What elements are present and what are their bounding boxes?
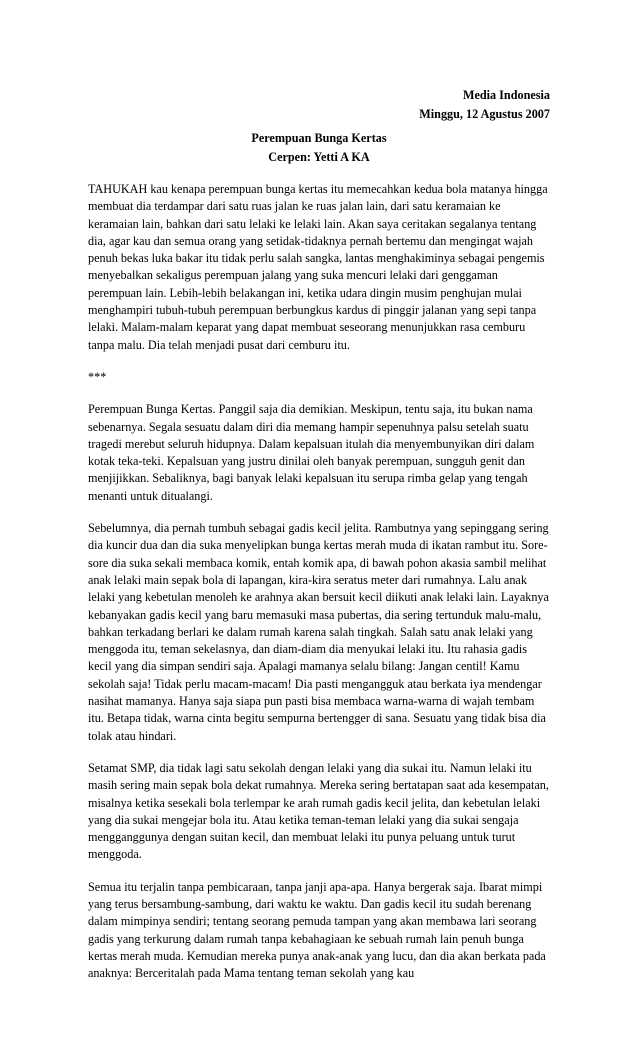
publication-name: Media Indonesia bbox=[462, 88, 550, 102]
paragraph-1: TAHUKAH kau kenapa perempuan bunga kertas itu memecahkan kedua bola matanya hingga membuat dia terdampar dari satu ruas jalan ke ruas jalan lain, dari satu keramaian ke keramaian lain, bahkan dari satu lelaki ke lelaki lain. Akan saya ceritakan segalanya tentang dia, agar kau dan semua orang yang setidak-tidaknya pernah bertemu dan mengingat wajah penuh bekas luka bakar itu tidak perlu salah sangka, lantas menghakiminya sebagai pengemis menyebalkan sekaligus perempuan jalang yang suka mencuri lelaki dari genggaman perempuan lain. Lebih-lebih belakangan ini, ketika udara dingin musim penghujan mulai menghampiri tubuh-tubuh perempuan berbungkus kardus di pinggir jalanan yang sepi tanpa lelaki. Malam-malam keparat yang dapat membuat seseorang menunjukkan rasa cemburu tanpa malu. Dia telah menjadi pusat dari cemburu itu. bbox=[88, 182, 548, 352]
section-separator: *** bbox=[88, 369, 107, 384]
publication-date: Minggu, 12 Agustus 2007 bbox=[419, 107, 550, 121]
masthead bbox=[88, 86, 550, 124]
story-body bbox=[88, 181, 550, 982]
story-heading bbox=[88, 129, 550, 167]
paragraph-4: Setamat SMP, dia tidak lagi satu sekolah dengan lelaki yang dia sukai itu. Namun lelaki itu masih sering main sepak bola dekat rumahnya. Mereka sering bertatapan saat ada kesempatan, misalnya ketika sesekali bola terlempar ke arah rumah gadis kecil jelita, dan kebetulan lelaki yang dia sukai mengejar bola itu. Atau ketika teman-teman lelaki yang dia sukai sengaja mengganggunya dengan suitan kecil, dan membuat lelaki itu punya peluang untuk turut menggoda. bbox=[88, 760, 549, 862]
paragraph-2: Perempuan Bunga Kertas. Panggil saja dia demikian. Meskipun, tentu saja, itu bukan nama sebenarnya. Segala sesuatu dalam diri dia memang hampir sepenuhnya palsu setelah suatu tragedi merebut seluruh hidupnya. Dalam kepalsuan itulah dia menyembunyikan diri dalam kotak teka-teki. Kepalsuan yang justru dinilai oleh banyak perempuan, sungguh genit dan menjijikkan. Sebaliknya, bagi banyak lelaki kepalsuan itu serupa rimba gelap yang tengah menanti untuk ditualangi. bbox=[88, 402, 535, 503]
paragraph-5: Semua itu terjalin tanpa pembicaraan, tanpa janji apa-apa. Hanya bergerak saja. Ibarat mimpi yang terus bersambung-sambung, dari waktu ke waktu. Dan gadis kecil itu sudah berenang dalam mimpinya sendiri; tentang seorang pemuda tampan yang akan membawa lari seorang gadis yang terkurung dalam rumah tanpa kebahagiaan ke sebuah rumah lain penuh bunga kertas merah muda. Kemudian mereka punya anak-anak yang lucu, dan dia akan berkata pada anaknya: Berceritalah pada Mama tentang teman sekolah yang kau bbox=[88, 879, 546, 981]
paragraph-3: Sebelumnya, dia pernah tumbuh sebagai gadis kecil jelita. Rambutnya yang sepinggang sering dia kuncir dua dan dia suka menyelipkan bunga kertas merah muda di ikatan rambut itu. Sore-sore dia suka sekali membaca komik, entah komik apa, di bawah pohon akasia sambil melihat anak lelaki main sepak bola di lapangan, kira-kira seratus meter dari rumahnya. Lalu anak lelaki yang kebetulan menoleh ke arahnya akan bersuit kecil diikuti anak lelaki lain. Layaknya kebanyakan gadis kecil yang baru memasuki masa pubertas, dia sering tertunduk malu-malu, bahkan terkadang berlari ke dalam rumah karena salah tingkah. Salah satu anak lelaki yang menggoda itu, teman sekelasnya, dan diam-diam dia menyukai lelaki itu. Itu rahasia gadis kecil yang dia simpan sendiri saja. Apalagi mamanya selalu bilang: Jangan centil! Kamu sekolah saja! Tidak perlu macam-macam! Dia pasti mengangguk atau berkata iya mendengar nasihat mamanya. Hanya saja siapa pun pasti bisa membaca warna-warna di wajah tembam itu. Betapa tidak, warna cinta begitu sempurna bertengger di sana. Sesuatu yang tidak bisa dia tolak atau hindari. bbox=[88, 521, 549, 743]
story-byline: Cerpen: Yetti A KA bbox=[268, 150, 370, 164]
story-title: Perempuan Bunga Kertas bbox=[251, 131, 387, 145]
